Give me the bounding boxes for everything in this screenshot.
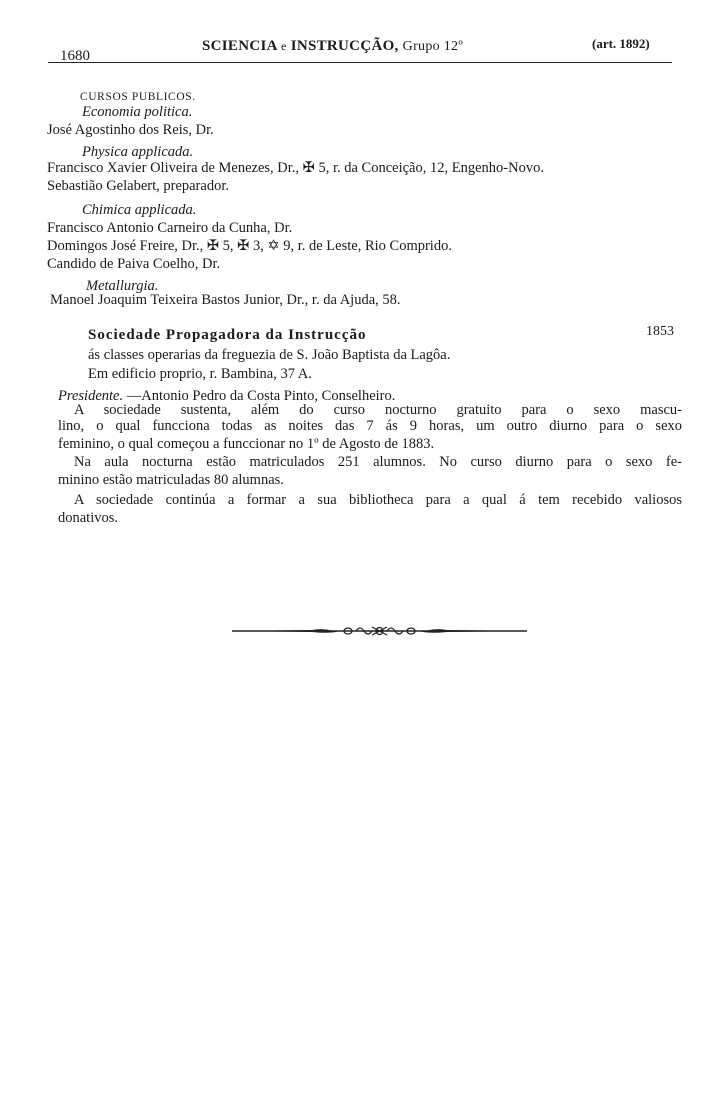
article-reference: (art. 1892) [592, 36, 650, 51]
page-header [48, 32, 672, 62]
founding-year: 1853 [646, 324, 674, 339]
person-entry: Francisco Antonio Carneiro da Cunha, Dr. [47, 220, 293, 236]
ornamental-divider [232, 622, 527, 640]
title-conjunction: e [281, 39, 287, 53]
subject-physica: Physica applicada. [82, 144, 194, 160]
paragraph-line: minino estão matriculadas 80 alumnas. [58, 472, 284, 488]
society-title: Sociedade Propagadora da Instrucção [88, 327, 367, 343]
person-entry: Sebastião Gelabert, preparador. [47, 178, 229, 194]
society-subtitle: ás classes operarias da freguezia de S. João Baptista da Lagôa. [88, 347, 451, 363]
section-heading: CURSOS PUBLICOS. [80, 91, 196, 103]
subject-metallurgia: Metallurgia. [86, 278, 159, 294]
president-name: —Antonio Pedro da Costa Pinto, Conselheiro. [126, 388, 396, 404]
title-part1: SCIENCIA [202, 38, 277, 54]
page-number: 1680 [60, 48, 90, 64]
subject-chimica: Chimica applicada. [82, 202, 197, 218]
paragraph-line: feminino, o qual começou a funccionar no 1º de Agosto de 1883. [58, 436, 435, 452]
president-label: Presidente. [58, 388, 124, 404]
paragraph-line: donativos. [58, 510, 119, 526]
person-entry: Domingos José Freire, Dr., ✠ 5, ✠ 3, ✡ 9, r. de Leste, Rio Comprido. [47, 238, 452, 254]
header-rule [48, 62, 672, 63]
running-title [202, 38, 463, 55]
person-entry: Francisco Xavier Oliveira de Menezes, Dr., ✠ 5, r. da Conceição, 12, Engenho-Novo. [47, 160, 544, 176]
society-address: Em edificio proprio, r. Bambina, 37 A. [88, 366, 312, 382]
paragraph-line: lino, o qual funcciona todas as noites das 7 ás 9 horas, um outro diurno para o sexo [58, 418, 682, 434]
title-part2: INSTRUCÇÃO, [290, 38, 399, 54]
paragraph-line: A sociedade continúa a formar a sua bibliotheca para a qual á tem recebido valiosos [74, 492, 682, 508]
person-entry: Manoel Joaquim Teixeira Bastos Junior, Dr., r. da Ajuda, 58. [50, 292, 401, 308]
subject-economia: Economia politica. [82, 104, 193, 120]
paragraph-line: A sociedade sustenta, além do curso nocturno gratuito para o sexo mascu- [74, 402, 682, 418]
title-group: Grupo 12º [402, 39, 463, 54]
paragraph-line: Na aula nocturna estão matriculados 251 alumnos. No curso diurno para o sexo fe- [74, 454, 682, 470]
person-entry: José Agostinho dos Reis, Dr. [47, 122, 214, 138]
person-entry: Candido de Paiva Coelho, Dr. [47, 256, 221, 272]
